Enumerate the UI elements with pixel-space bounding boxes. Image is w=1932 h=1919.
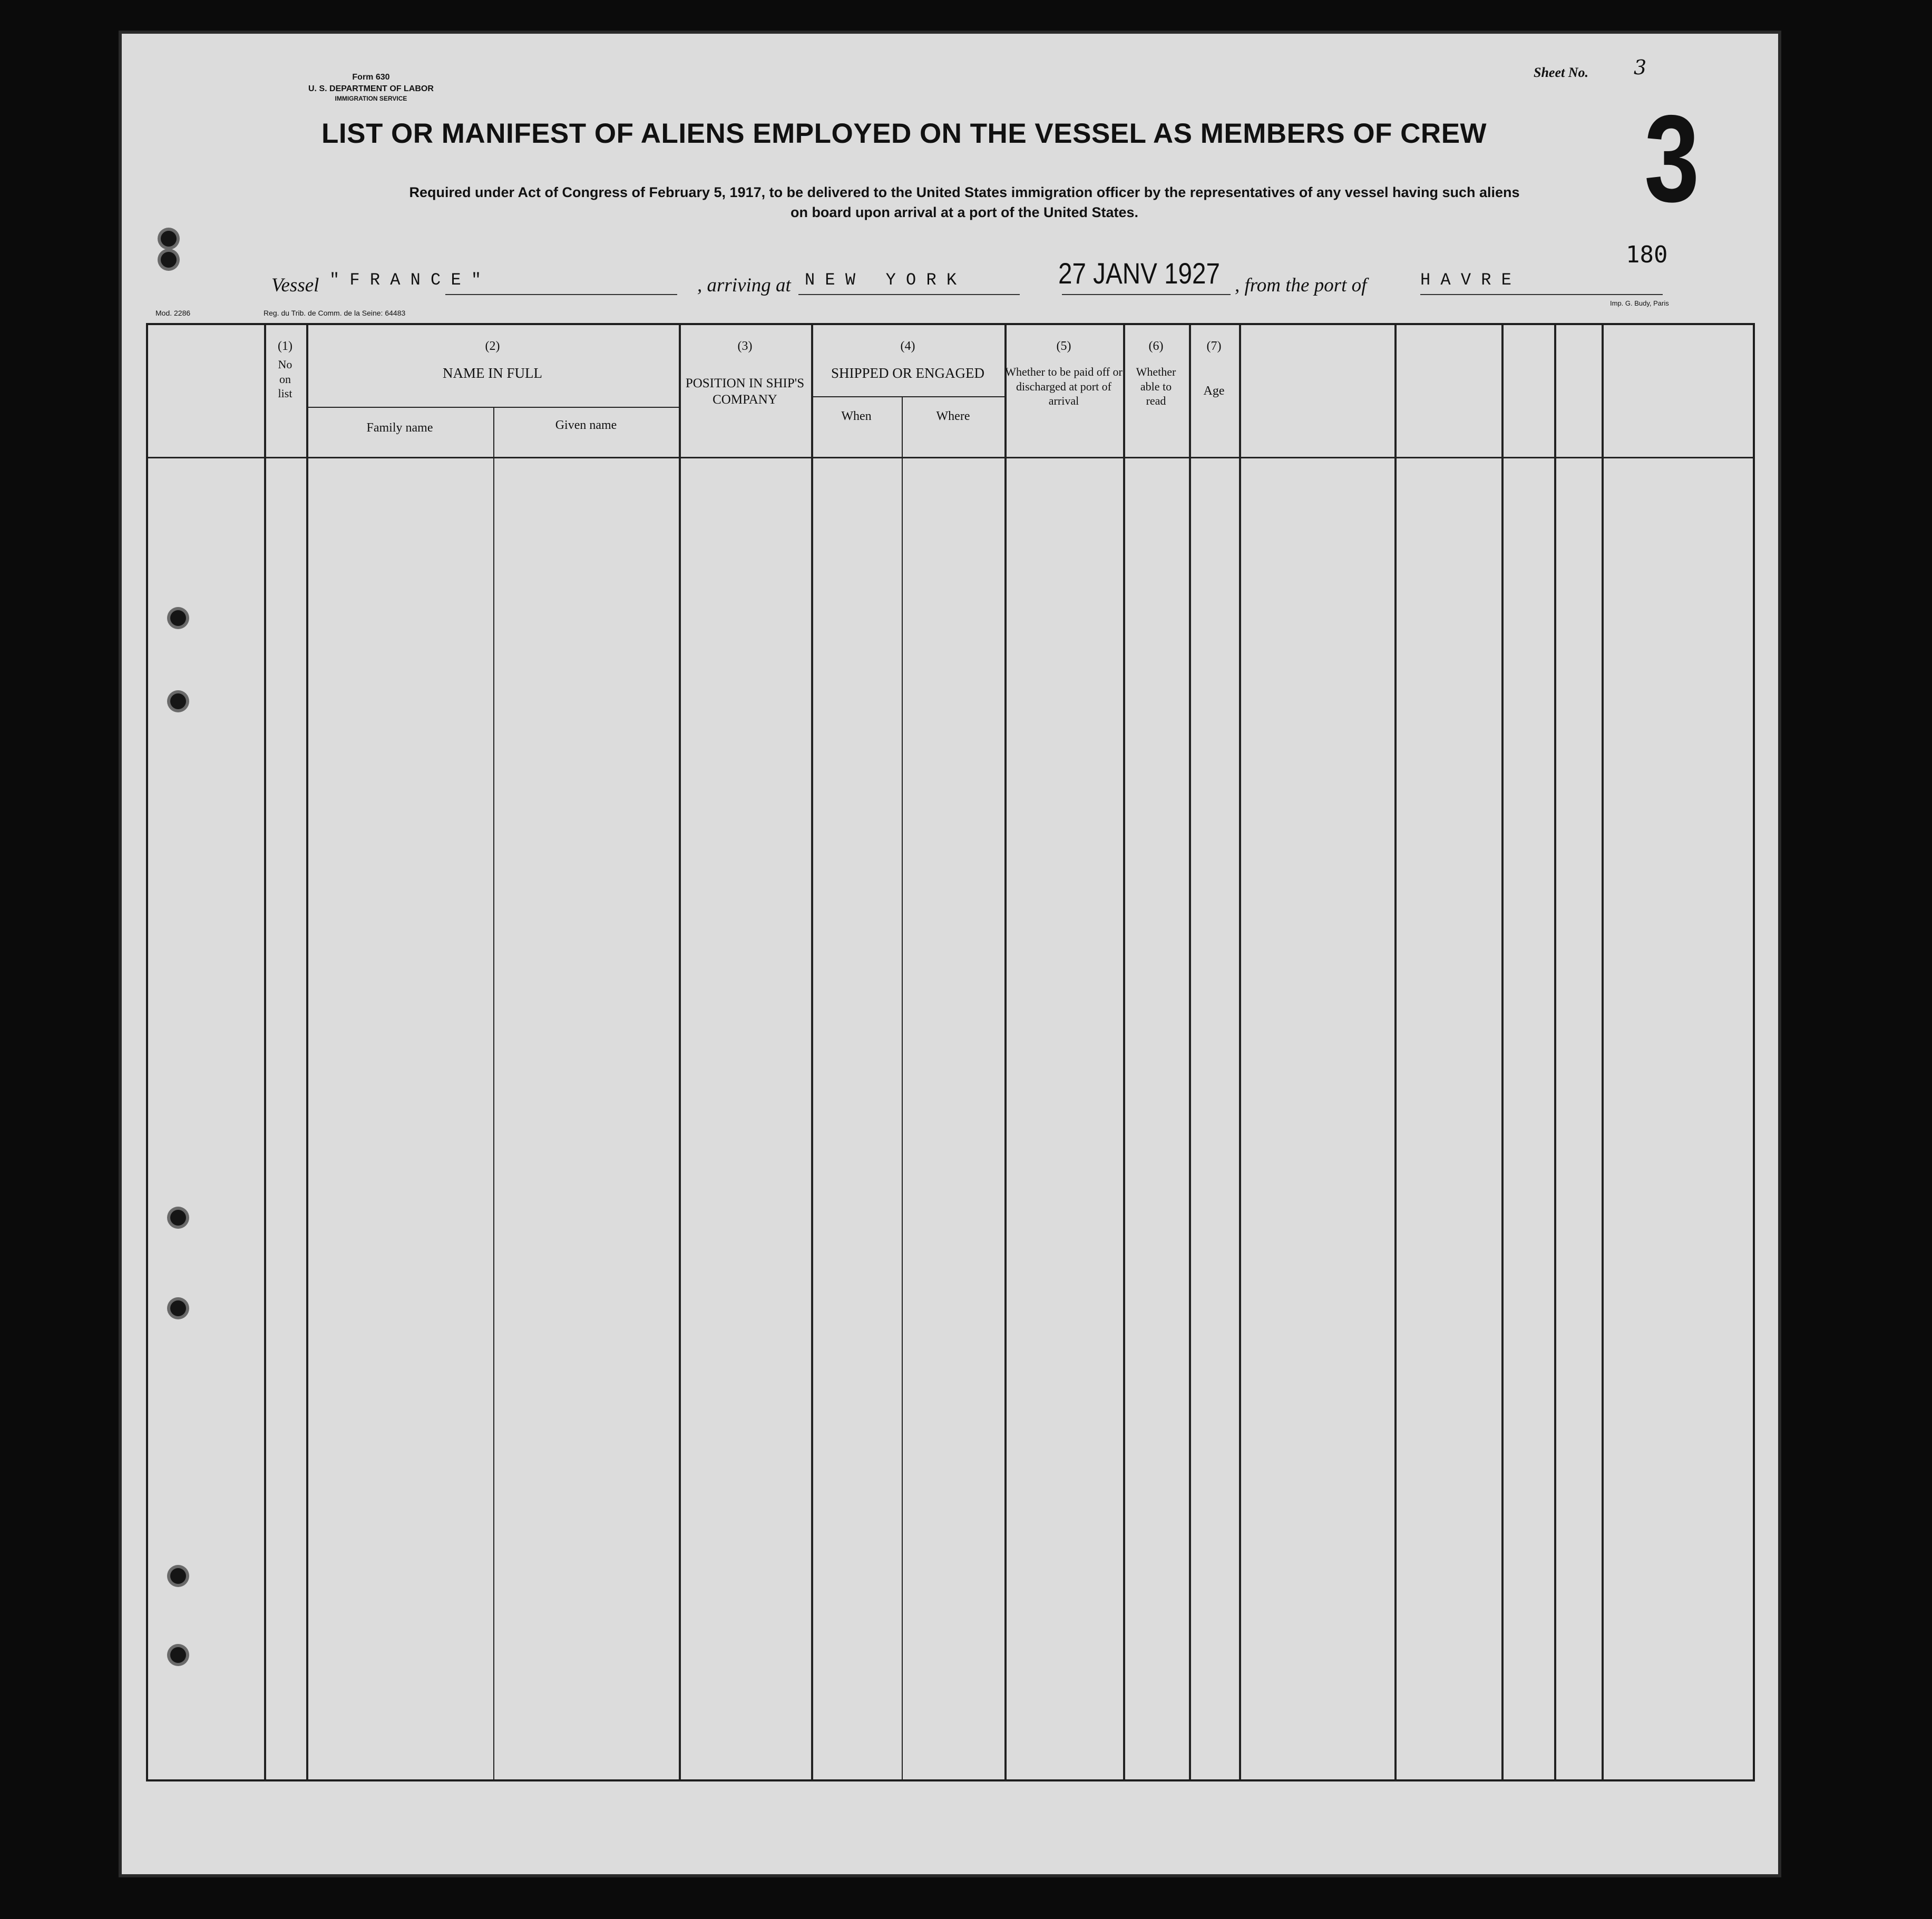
mod-text: Mod. 2286 — [155, 309, 191, 317]
date-underline — [1062, 294, 1231, 295]
arriving-label: , arriving at — [697, 275, 791, 296]
vessel-underline — [445, 294, 677, 295]
vessel-name: " F R A N C E " — [329, 270, 482, 290]
col-position-header: (3) POSITION IN SHIP'S COMPANY — [685, 339, 805, 407]
col-name-header: (2) NAME IN FULL — [443, 339, 542, 381]
registration-text: Reg. du Trib. de Comm. de la Seine: 64483 — [264, 309, 406, 317]
form-id-block — [308, 72, 434, 103]
form-number: Form 630 — [352, 73, 390, 82]
mod-number — [155, 309, 190, 317]
col-no-header: (1) No on list — [278, 339, 292, 400]
col-paid-off-header: (5) Whether to be paid off or discharged at port of arrival — [1005, 339, 1123, 407]
printer-text: Imp. G. Budy, Paris — [1610, 299, 1669, 307]
manifest-sheet — [119, 31, 1781, 1877]
col-read-header: (6) Whether able to read — [1136, 339, 1176, 407]
arriving-port: N E W Y O R K — [805, 270, 957, 290]
punch-hole — [161, 231, 177, 247]
sheet-number-value: 3 — [1634, 56, 1647, 79]
col-family-name-header: Family name — [366, 421, 433, 435]
col-when-header: When — [841, 409, 872, 423]
sheet-number-label: Sheet No. — [1534, 65, 1588, 80]
arrival-date: 27 JANV 1927 — [1058, 257, 1220, 290]
subtitle-line-1: Required under Act of Congress of February 5, 1917, to be delivered to the United States immigration officer by the representatives of any vessel having such aliens — [409, 184, 1520, 200]
subtitle-line-2: on board upon arrival at a port of the United States. — [790, 204, 1139, 221]
col-shipped-header: (4) SHIPPED OR ENGAGED — [831, 339, 984, 381]
form-subtitle — [248, 182, 1681, 223]
col-given-name-header: Given name — [555, 418, 617, 432]
form-title: LIST OR MANIFEST OF ALIENS EMPLOYED ON THE VESSEL AS MEMBERS OF CREW — [321, 118, 1487, 149]
from-underline — [1420, 294, 1663, 295]
from-port: H A V R E — [1420, 270, 1511, 290]
service-name: IMMIGRATION SERVICE — [335, 95, 407, 103]
department-name: U. S. DEPARTMENT OF LABOR — [308, 84, 434, 93]
sheet-big-number: 3 — [1644, 89, 1700, 228]
arriving-underline — [798, 294, 1020, 295]
from-port-label: , from the port of — [1235, 275, 1367, 296]
col-age-header: (7) Age — [1203, 339, 1225, 398]
col-where-header: Where — [936, 409, 970, 423]
punch-hole — [161, 252, 177, 268]
stamp-number: 180 — [1626, 241, 1668, 268]
crew-table — [146, 323, 1755, 1781]
vessel-label: Vessel — [271, 275, 319, 296]
